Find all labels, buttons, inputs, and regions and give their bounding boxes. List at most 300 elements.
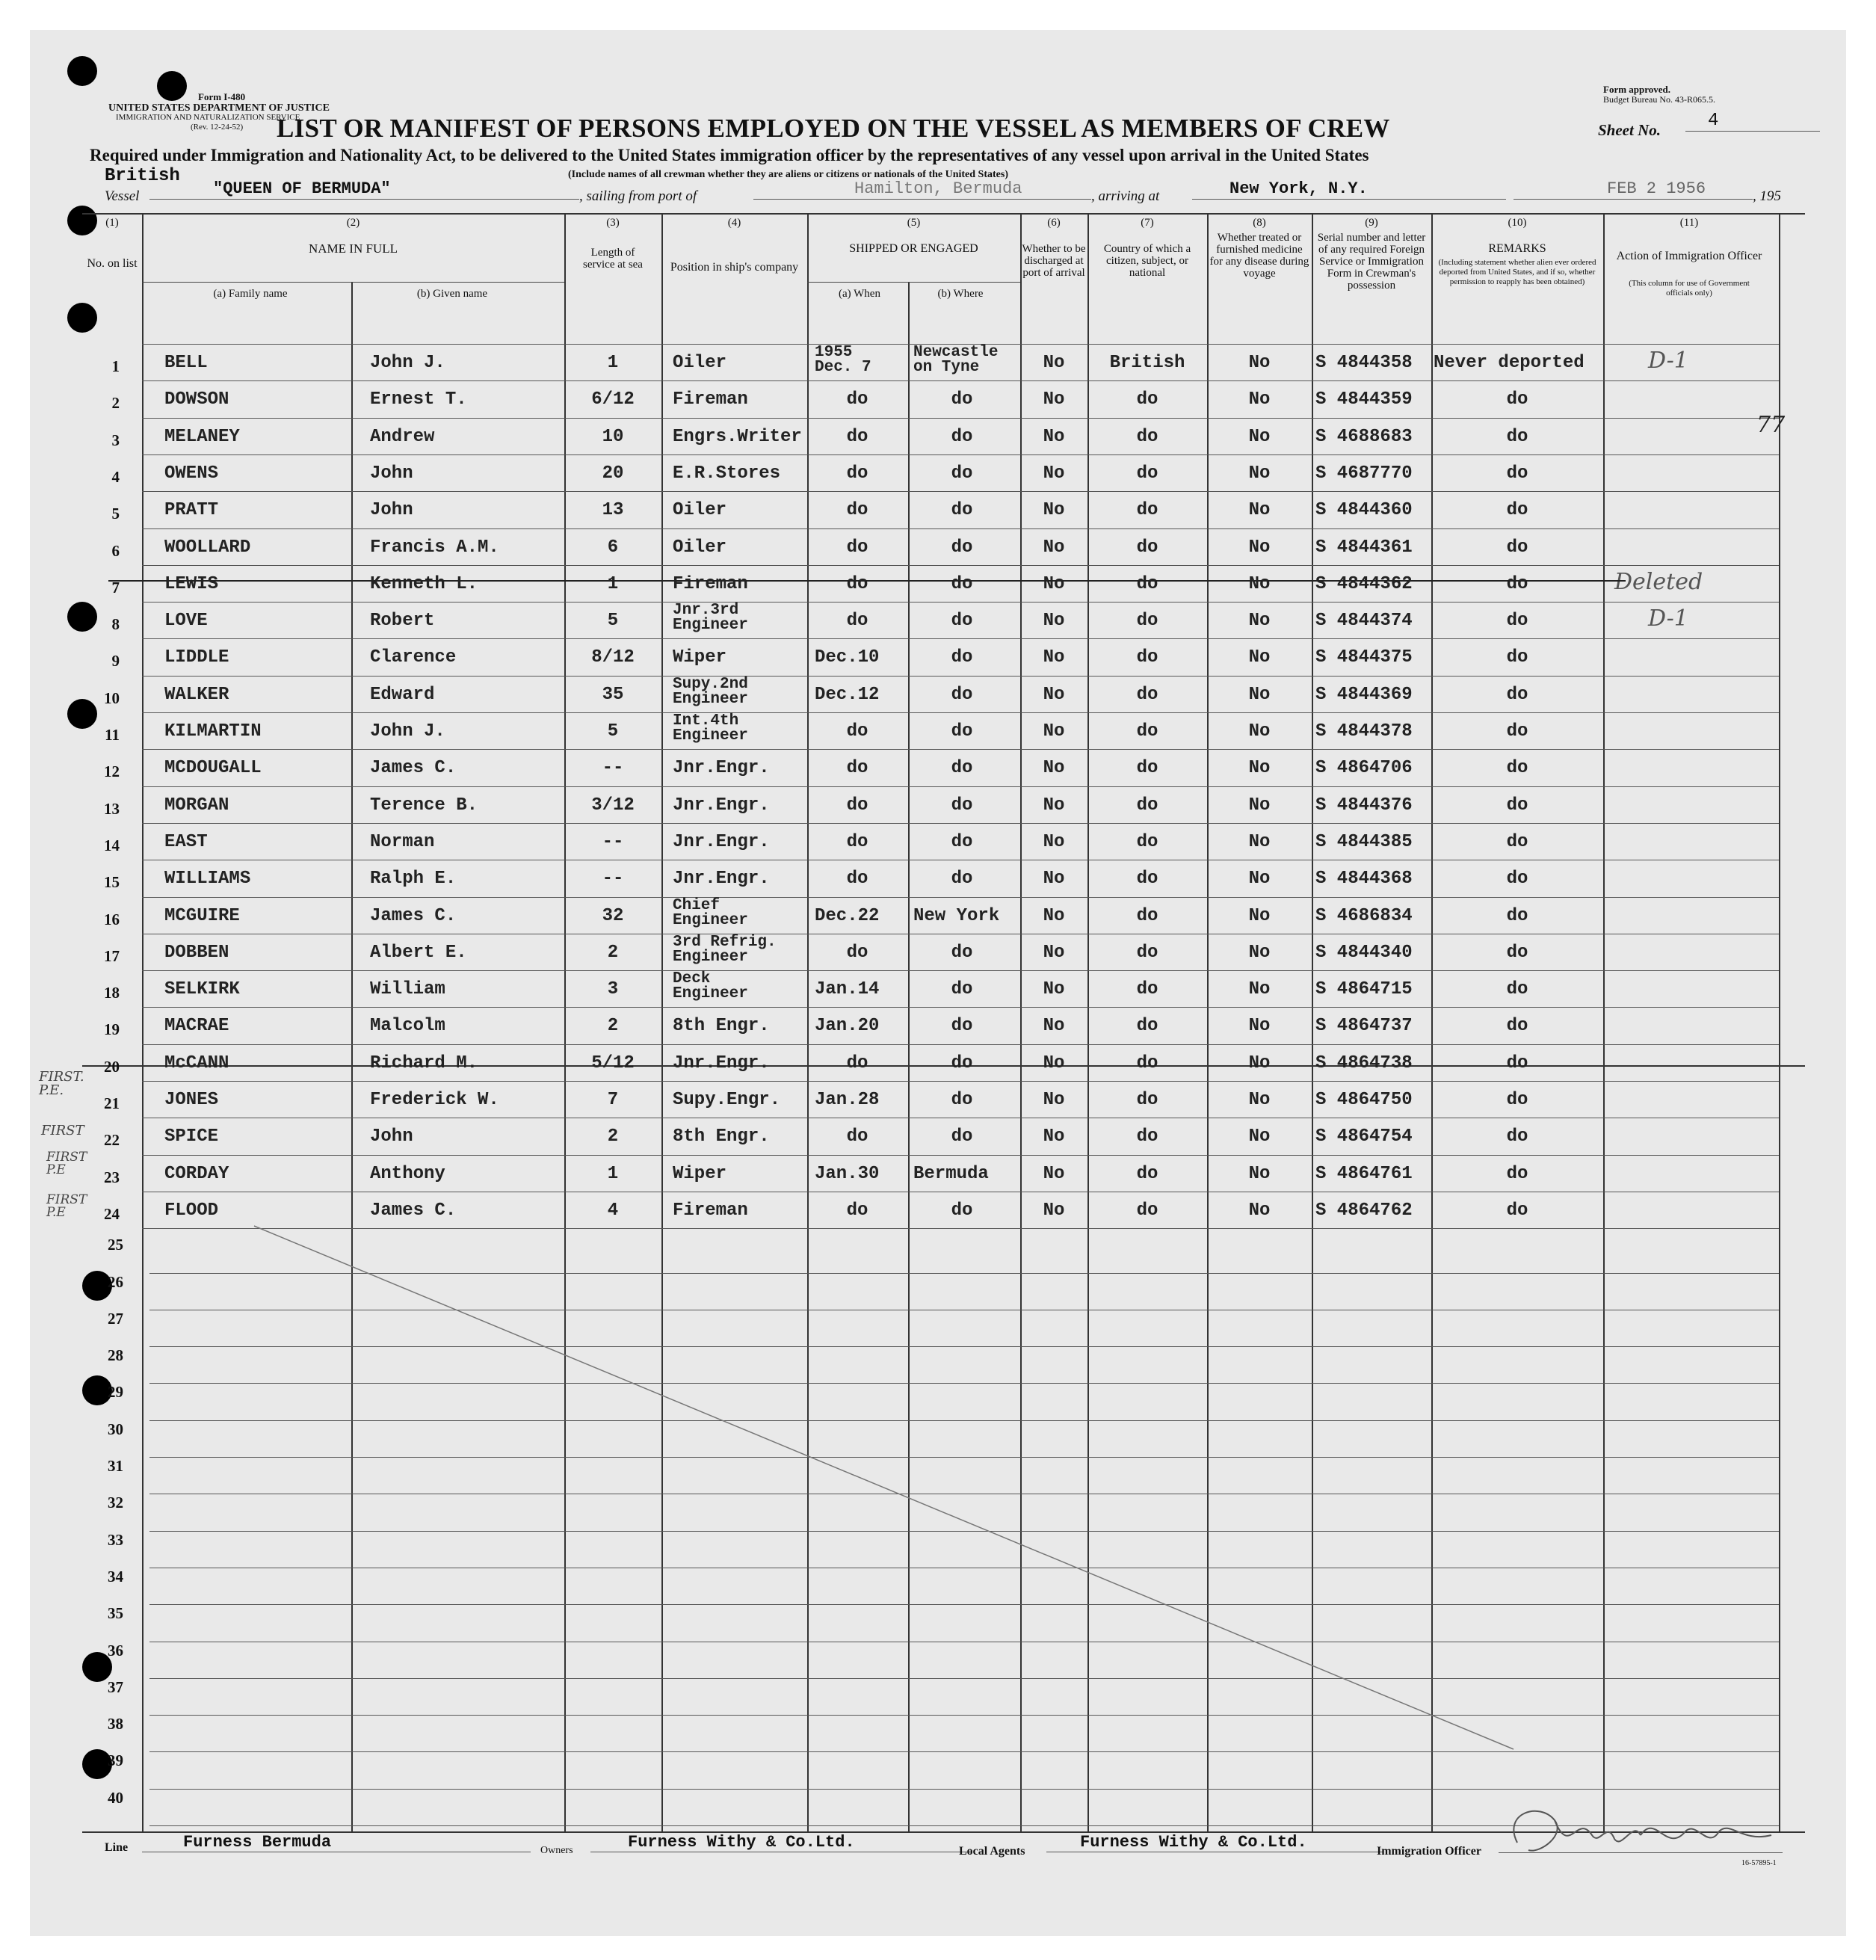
cell-when: do [846,795,868,816]
col4-num: (4) [727,217,741,229]
cell-discharge: No [1043,795,1065,816]
cell-country: do [1136,1053,1158,1073]
cell-discharge: No [1043,831,1065,852]
row-number: 19 [104,1020,120,1039]
cell-serial: S 4864706 [1315,758,1413,779]
row-number: 18 [104,984,120,1002]
cell-family: KILMARTIN [164,721,262,742]
cell-when: do [846,537,868,558]
cell-discharge: No [1043,573,1065,594]
cell-family: BELL [164,353,208,373]
cell-serial: S 4687770 [1315,463,1413,484]
cell-remarks: do [1506,684,1528,705]
cell-remarks: do [1506,979,1528,1000]
cell-when: do [846,611,868,632]
cell-serial: S 4844385 [1315,831,1413,852]
cell-treated: No [1248,1053,1271,1073]
row-number: 30 [108,1420,123,1438]
cell-country: do [1136,1200,1158,1221]
cell-treated: No [1248,1163,1271,1184]
cell-where: Bermuda [913,1163,989,1184]
cell-where: do [951,426,973,447]
col4-header: Position in ship's company [670,261,799,274]
cell-family: MORGAN [164,795,229,816]
cell-when: do [846,573,868,594]
cell-when: do [846,831,868,852]
col2-header: NAME IN FULL [309,241,398,256]
cell-treated: No [1248,721,1271,742]
cell-action: Deleted [1614,568,1703,595]
cell-country: do [1136,795,1158,816]
cell-position: Jnr.3rd Engineer [673,602,748,635]
cell-position: Fireman [673,1200,748,1221]
row-number: 37 [108,1677,123,1696]
cell-treated: No [1248,353,1271,373]
cell-serial: S 4864754 [1315,1127,1413,1147]
cell-treated: No [1248,537,1271,558]
cell-position: Engrs.Writer [673,426,802,447]
row-number: 8 [111,615,120,634]
cell-family: LOVE [164,611,208,632]
cell-discharge: No [1043,979,1065,1000]
row-number: 22 [104,1131,120,1150]
cell-serial: S 4844368 [1315,869,1413,890]
row-number: 12 [104,762,120,781]
row-number: 11 [105,726,120,744]
cell-country: do [1136,611,1158,632]
subtitle: Required under Immigration and Nationality Act, to be delivered to the United States immigration officer by the representatives of any vessel upon arrival in the United States [90,146,1369,164]
cell-given: James C. [370,905,457,926]
row-number: 15 [104,873,120,892]
cell-family: OWENS [164,463,219,484]
cell-position: 8th Engr. [673,1016,770,1037]
cell-position: Wiper [673,1163,727,1184]
cell-remarks: do [1506,1200,1528,1221]
cell-country: do [1136,389,1158,410]
row-number: 17 [104,946,120,965]
cell-family: MACRAE [164,1016,229,1037]
cell-where: do [951,758,973,779]
cell-treated: No [1248,1090,1271,1110]
cell-serial: S 4844358 [1315,353,1413,373]
cell-position: Jnr.Engr. [673,758,770,779]
cell-family: FLOOD [164,1200,219,1221]
cell-where: Newcastle on Tyne [913,344,999,376]
revision: (Rev. 12-24-52) [191,123,244,132]
col10-num: (10) [1508,217,1527,229]
cell-when: do [846,1127,868,1147]
cell-where: do [951,1053,973,1073]
cell-country: British [1109,353,1185,373]
cell-where: do [951,463,973,484]
cell-serial: S 4844360 [1315,500,1413,521]
cell-discharge: No [1043,684,1065,705]
cell-service: 6/12 [591,389,635,410]
cell-service: 2 [607,1127,619,1147]
cell-serial: S 4864737 [1315,1016,1413,1037]
arriving-label: , arriving at [1091,188,1160,204]
cell-remarks: do [1506,831,1528,852]
cell-where: New York [913,905,1000,926]
margin-note-24: FIRST P.E [46,1192,87,1220]
cell-family: WILLIAMS [164,869,251,890]
service: IMMIGRATION AND NATURALIZATION SERVICE [116,113,300,122]
cell-country: do [1136,979,1158,1000]
row-number: 36 [108,1641,123,1659]
cell-remarks: do [1506,1127,1528,1147]
row-number: 10 [104,688,120,707]
cell-position: 3rd Refrig. Engineer [673,933,777,966]
cell-country: do [1136,1163,1158,1184]
cell-service: 3 [607,979,619,1000]
cell-discharge: No [1043,389,1065,410]
cell-family: MELANEY [164,426,240,447]
cell-service: 35 [602,684,624,705]
cell-treated: No [1248,758,1271,779]
row-number: 23 [104,1168,120,1186]
cell-discharge: No [1043,1016,1065,1037]
row-number: 7 [111,578,120,597]
cell-serial: S 4864762 [1315,1200,1413,1221]
cell-position: Oiler [673,353,727,373]
cell-position: Fireman [673,573,748,594]
col5-num: (5) [907,217,921,229]
cell-when: do [846,758,868,779]
cell-where: do [951,942,973,963]
cell-service: 4 [607,1200,619,1221]
row-number: 31 [108,1457,123,1475]
cell-position: Jnr.Engr. [673,795,770,816]
line-value: Furness Bermuda [142,1833,531,1852]
row-number: 16 [104,910,120,928]
page-title: LIST OR MANIFEST OF PERSONS EMPLOYED ON THE VESSEL AS MEMBERS OF CREW [277,114,1390,143]
cell-country: do [1136,684,1158,705]
cell-treated: No [1248,611,1271,632]
cell-when: Jan.30 [815,1163,880,1184]
cell-family: SELKIRK [164,979,240,1000]
cell-family: MCGUIRE [164,905,240,926]
cell-when: do [846,942,868,963]
cell-position: Oiler [673,500,727,521]
cell-discharge: No [1043,1200,1065,1221]
row-number: 14 [104,836,120,854]
cell-country: do [1136,426,1158,447]
row-number: 27 [108,1309,123,1328]
cell-where: do [951,573,973,594]
form-number: Form I-480 [198,91,246,102]
cell-given: Malcolm [370,1016,445,1037]
cell-action: D-1 [1648,605,1688,632]
cell-serial: S 4844369 [1315,684,1413,705]
col3-header: Length of service at sea [583,247,643,271]
cell-position: Jnr.Engr. [673,1053,770,1073]
cell-family: McCANN [164,1053,229,1073]
cell-service: 2 [607,1016,619,1037]
row-number: 25 [108,1236,123,1254]
cell-discharge: No [1043,611,1065,632]
cell-treated: No [1248,426,1271,447]
row-number: 9 [111,652,120,671]
sheet-label: Sheet No. [1598,121,1661,139]
manifest-sheet [30,30,1846,1936]
cell-when: do [846,1053,868,1073]
cell-service: 6 [607,537,619,558]
row-number: 6 [111,541,120,560]
col8-header: Whether treated or furnished medicine for any disease during voyage [1209,232,1309,280]
cancel-diagonal-line [30,30,1846,1936]
cell-position: E.R.Stores [673,463,781,484]
margin-note-23: FIRST P.E [46,1150,87,1177]
cell-country: do [1136,721,1158,742]
cell-serial: S 4864738 [1315,1053,1413,1073]
cell-country: do [1136,500,1158,521]
cell-country: do [1136,537,1158,558]
row-number: 3 [111,431,120,449]
cell-family: JONES [164,1090,219,1110]
cell-position: Wiper [673,647,727,668]
cell-serial: S 4844378 [1315,721,1413,742]
cell-family: DOWSON [164,389,229,410]
cell-position: Jnr.Engr. [673,869,770,890]
row-number: 40 [108,1788,123,1807]
officer-label: Immigration Officer [1377,1845,1481,1858]
cell-position: Jnr.Engr. [673,831,770,852]
cell-treated: No [1248,1200,1271,1221]
cell-where: do [951,1200,973,1221]
cell-remarks: do [1506,1016,1528,1037]
cell-serial: S 4844361 [1315,537,1413,558]
cell-discharge: No [1043,463,1065,484]
cell-service: 8/12 [591,647,635,668]
cell-country: do [1136,905,1158,926]
cell-where: do [951,500,973,521]
cell-treated: No [1248,869,1271,890]
cell-treated: No [1248,831,1271,852]
cell-country: do [1136,647,1158,668]
cell-given: John J. [370,721,445,742]
cell-serial: S 4844374 [1315,611,1413,632]
col1-header: No. on list [87,257,138,270]
cell-service: 5 [607,611,619,632]
cell-discharge: No [1043,1090,1065,1110]
cell-position: Supy.2nd Engineer [673,675,748,708]
cell-treated: No [1248,389,1271,410]
cell-service: 5/12 [591,1053,635,1073]
col2a-header: (a) Family name [213,288,288,300]
cell-serial: S 4844340 [1315,942,1413,963]
cell-given: Ralph E. [370,869,457,890]
cell-treated: No [1248,647,1271,668]
cell-given: John [370,1127,413,1147]
cell-remarks: do [1506,647,1528,668]
cell-position: 8th Engr. [673,1127,770,1147]
cell-treated: No [1248,979,1271,1000]
cell-position: Oiler [673,537,727,558]
cell-given: Albert E. [370,942,467,963]
cell-remarks: do [1506,573,1528,594]
cell-remarks: do [1506,500,1528,521]
year-suffix: , 195 [1753,188,1781,204]
row-number: 32 [108,1494,123,1512]
cell-discharge: No [1043,1053,1065,1073]
col11-note: (This column for use of Government officials only) [1629,279,1750,298]
col2b-header: (b) Given name [416,288,488,300]
cell-given: William [370,979,445,1000]
cell-treated: No [1248,684,1271,705]
col5a-header: (a) When [839,288,880,300]
cell-treated: No [1248,1127,1271,1147]
cell-when: Dec.22 [815,905,880,926]
cell-service: 2 [607,942,619,963]
col10-header: REMARKS [1488,242,1546,255]
cell-given: Edward [370,684,435,705]
col8-num: (8) [1253,217,1266,229]
cell-given: John [370,500,413,521]
margin-note-22: FIRST [41,1123,84,1138]
cell-given: Clarence [370,647,457,668]
row-number: 34 [108,1567,123,1585]
cell-family: DOBBEN [164,942,229,963]
row-number: 13 [104,799,120,818]
cell-given: Terence B. [370,795,478,816]
cell-remarks: do [1506,721,1528,742]
cell-position: Int.4th Engineer [673,712,748,745]
cell-where: do [951,795,973,816]
cell-when: 1955 Dec. 7 [815,344,871,376]
cell-service: -- [602,758,624,779]
cell-given: Andrew [370,426,435,447]
cell-remarks: do [1506,1053,1528,1073]
cell-where: do [951,869,973,890]
cell-given: James C. [370,1200,457,1221]
cell-position: Deck Engineer [673,970,748,1003]
cell-when: do [846,463,868,484]
col11-header: Action of Immigration Officer [1616,250,1762,262]
cell-position: Supy.Engr. [673,1090,781,1110]
cell-discharge: No [1043,905,1065,926]
cell-remarks: do [1506,1163,1528,1184]
cell-service: 10 [602,426,624,447]
cell-family: MCDOUGALL [164,758,262,779]
cell-country: do [1136,831,1158,852]
vessel-label: Vessel [105,188,140,204]
cell-when: Jan.20 [815,1016,880,1037]
cell-service: 32 [602,905,624,926]
cell-family: LEWIS [164,573,219,594]
row-number: 24 [104,1204,120,1223]
cell-discharge: No [1043,353,1065,373]
cell-when: Dec.12 [815,684,880,705]
cell-action: D-1 [1648,348,1688,374]
vessel-name: "QUEEN OF BERMUDA" [149,179,579,200]
cell-treated: No [1248,500,1271,521]
cell-discharge: No [1043,942,1065,963]
cell-treated: No [1248,942,1271,963]
col6-num: (6) [1047,217,1061,229]
cell-serial: S 4844376 [1315,795,1413,816]
nationality: British [105,166,180,186]
cell-country: do [1136,1127,1158,1147]
cell-family: CORDAY [164,1163,229,1184]
cell-remarks: do [1506,611,1528,632]
cell-country: do [1136,463,1158,484]
cell-discharge: No [1043,758,1065,779]
agents-value: Furness Withy & Co.Ltd. [1046,1833,1383,1852]
cell-discharge: No [1043,426,1065,447]
col7-num: (7) [1141,217,1154,229]
cell-where: do [951,537,973,558]
cell-country: do [1136,573,1158,594]
cell-service: 13 [602,500,624,521]
arriving-port: New York, N.Y. [1192,179,1506,200]
cell-where: do [951,721,973,742]
col6-header: Whether to be discharged at port of arrival [1022,243,1086,279]
cell-serial: S 4864715 [1315,979,1413,1000]
cell-serial: S 4864761 [1315,1163,1413,1184]
row-number: 28 [108,1346,123,1365]
cell-service: -- [602,831,624,852]
cell-family: SPICE [164,1127,219,1147]
form-code: 16-57895-1 [1741,1859,1777,1867]
cell-discharge: No [1043,647,1065,668]
cell-given: Ernest T. [370,389,467,410]
cell-serial: S 4686834 [1315,905,1413,926]
cell-given: Robert [370,611,435,632]
cell-action: 77 [1756,411,1786,438]
cell-when: do [846,500,868,521]
row-number: 38 [108,1715,123,1734]
budget-bureau: Budget Bureau No. 43-R065.5. [1603,94,1715,105]
cell-remarks: do [1506,389,1528,410]
cell-treated: No [1248,795,1271,816]
col5-header: SHIPPED OR ENGAGED [849,242,978,255]
cell-service: 1 [607,353,619,373]
cell-serial: S 4844359 [1315,389,1413,410]
cell-remarks: do [1506,942,1528,963]
cell-where: do [951,1127,973,1147]
cell-given: Francis A.M. [370,537,499,558]
col2-num: (2) [346,217,360,229]
cell-remarks: do [1506,905,1528,926]
arrival-date: FEB 2 1956 [1514,179,1753,200]
row-number: 5 [111,505,120,523]
owners-label: Owners [540,1845,573,1856]
cell-serial: S 4844362 [1315,573,1413,594]
cell-where: do [951,831,973,852]
row-number: 1 [111,357,120,375]
cell-serial: S 4864750 [1315,1090,1413,1110]
cell-discharge: No [1043,537,1065,558]
col9-header: Serial number and letter of any required Foreign Service or Immigration Form in Crewman's possession [1317,232,1426,292]
cell-remarks: do [1506,795,1528,816]
cell-when: do [846,426,868,447]
sailing-port: Hamilton, Bermuda [753,179,1091,200]
margin-note-21: FIRST. P.E. [39,1069,84,1098]
cell-country: do [1136,942,1158,963]
cell-service: -- [602,869,624,890]
sailing-label: , sailing from port of [579,188,697,204]
row-number: 20 [104,1057,120,1076]
owners-value: Furness Withy & Co.Ltd. [590,1833,972,1852]
cell-given: Norman [370,831,435,852]
cell-remarks: do [1506,1090,1528,1110]
cell-remarks: do [1506,758,1528,779]
cell-where: do [951,389,973,410]
sheet-number: 4 [1685,111,1820,132]
cell-given: Richard M. [370,1053,478,1073]
cell-discharge: No [1043,721,1065,742]
cell-when: do [846,389,868,410]
